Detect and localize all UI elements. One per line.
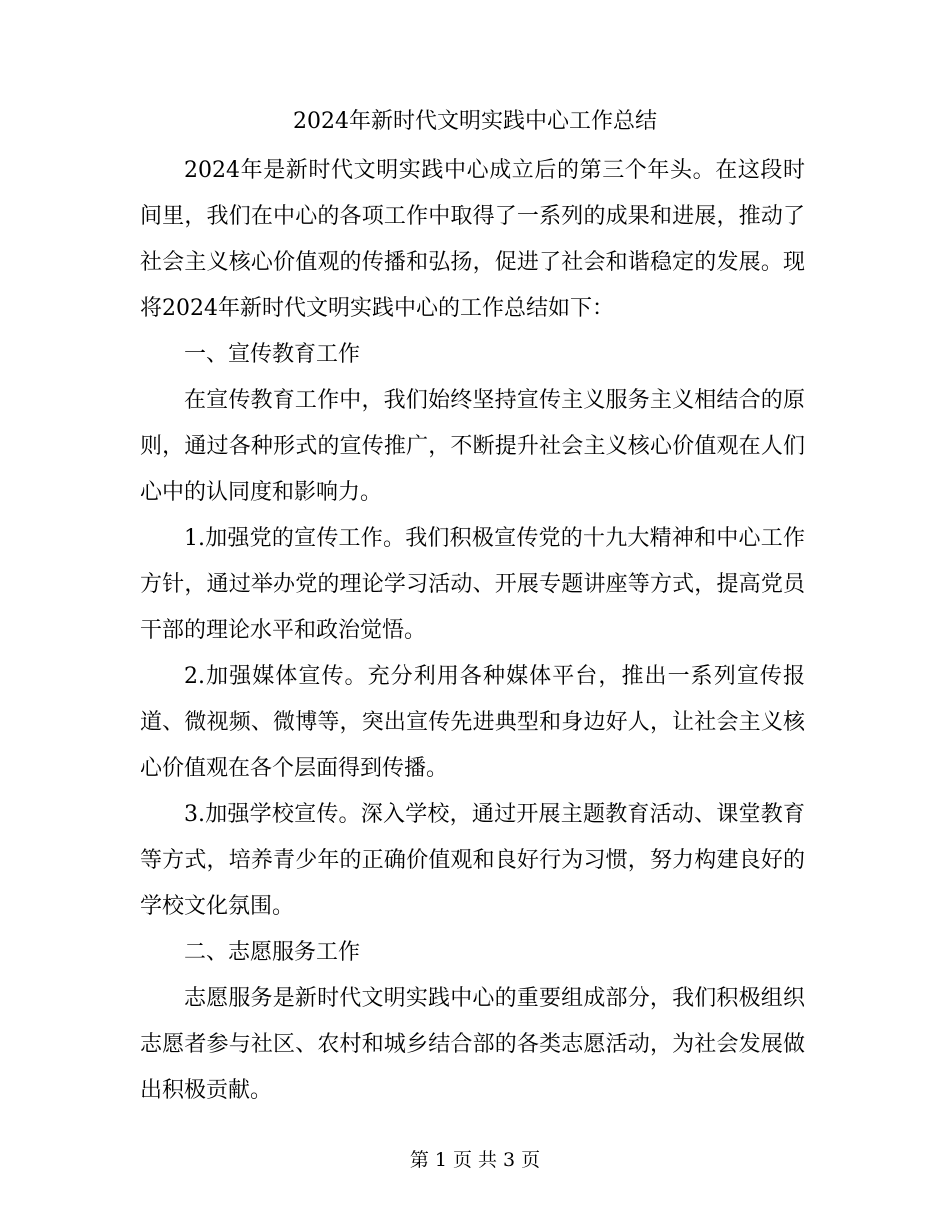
page-footer: 第 1 页 共 3 页	[409, 1149, 541, 1171]
paragraph-item-media: 2.加强媒体宣传。充分利用各种媒体平台，推出一系列宣传报道、微视频、微博等，突出宣传先进典型和身边好人，让社会主义核心价值观在各个层面得到传播。	[140, 664, 805, 781]
document-body	[140, 148, 805, 1114]
paragraph-item-party: 1.加强党的宣传工作。我们积极宣传党的十九大精神和中心工作方针，通过举办党的理论学习活动、开展专题讲座等方式，提高党员干部的理论水平和政治觉悟。	[140, 526, 805, 643]
paragraph-publicity-overview: 在宣传教育工作中，我们始终坚持宣传主义服务主义相结合的原则，通过各种形式的宣传推广，不断提升社会主义核心价值观在人们心中的认同度和影响力。	[140, 388, 805, 505]
document-title: 2024年新时代文明实践中心工作总结	[293, 109, 657, 134]
section-heading-volunteer: 二、志愿服务工作	[184, 940, 361, 965]
paragraph-volunteer-overview: 志愿服务是新时代文明实践中心的重要组成部分，我们积极组织志愿者参与社区、农村和城乡结合部的各类志愿活动，为社会发展做出积极贡献。	[140, 986, 805, 1103]
paragraph-intro: 2024年是新时代文明实践中心成立后的第三个年头。在这段时间里，我们在中心的各项工作中取得了一系列的成果和进展，推动了社会主义核心价值观的传播和弘扬，促进了社会和谐稳定的发展。现将2024年新时代文明实践中心的工作总结如下：	[140, 158, 805, 321]
section-heading-publicity: 一、宣传教育工作	[184, 342, 361, 367]
paragraph-item-school: 3.加强学校宣传。深入学校，通过开展主题教育活动、课堂教育等方式，培养青少年的正确价值观和良好行为习惯，努力构建良好的学校文化氛围。	[140, 802, 805, 919]
